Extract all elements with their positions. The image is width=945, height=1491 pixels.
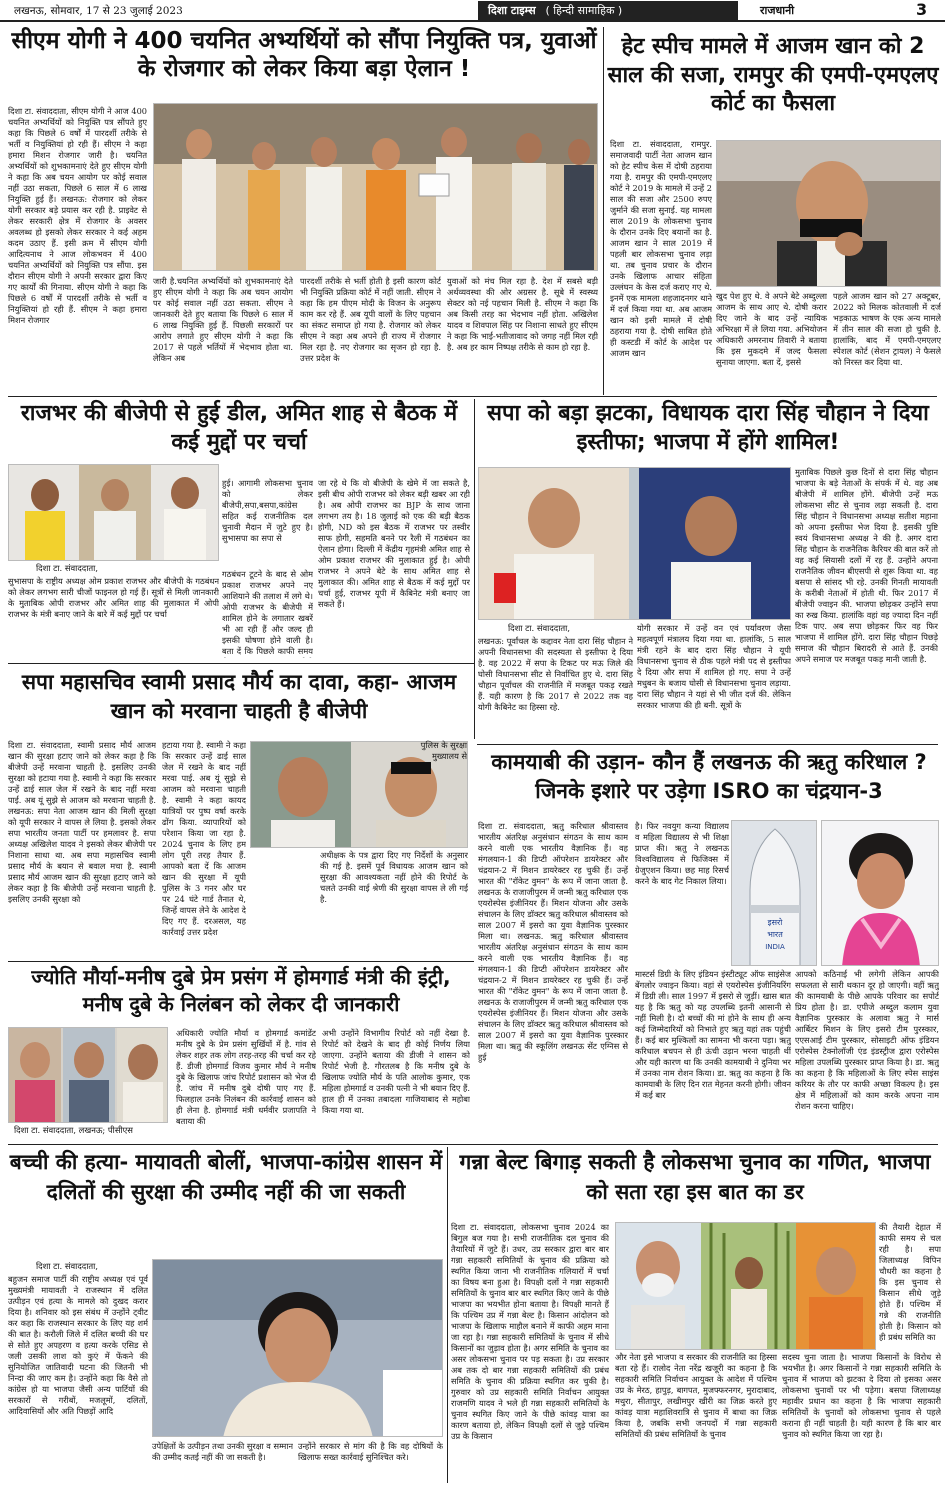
column-divider: [447, 1147, 448, 1483]
swami-col-2: हटाया गया है. स्वामी ने कहा कि सरकार उन्हें ढाई साल जेल में रखने के बाद नहीं मरवा पाई. अब यूं सुझे से आजम को मरवाना चाहती है. स्वामी ने कहा कायद यात्रियों पर पुष्प वर्षा करके ढोंग किया. व्यापारियों को परेशान किया जा रहा है. 2024 चुनाव के लिए हम लोग पूरी तरह तैयार हैं. आपको बता दें कि आजम खान की सुरक्षा में यूपी पुलिस के 3 गनर और घर पर 24 घंटे गार्ड तैनात थे, जिन्हें वापस लेने के आदेश दे दिए गए हैं. दरअसल, यह कार्रवाई उत्तर प्रदेश: [162, 740, 246, 937]
horizontal-rule: [8, 663, 474, 664]
photo-azam-khan: [716, 140, 941, 287]
mayawati-col-1: बहुजन समाज पार्टी की राष्ट्रीय अध्यक्ष एवं पूर्व मुख्यमंत्री मायावती ने राजस्थान में दलित उत्पीड़न एवं हत्या के मामले को दुखद करार दिया है। शनिवार को इस संबंध में उन्होंने ट्वीट कर कहा कि राजस्थान सरकार के लिए यह शर्म की बात है। करौली जिले में दलित बच्ची की घर से सोते हुए अपहरण व हत्या करके एसिड से जली उसकी लाश को कुएं में फेंकने की सुनियोजित जातिवादी घटना की जितनी भी निन्दा की जाए कम है। उन्होंने कहा कि वैसे तो कांग्रेस हो या भाजपा जैसी अन्य पार्टियों की सरकारों से गरीबों, मजलूमों, दलितों, आदिवासियों और अति पिछड़ों आदि: [8, 1274, 148, 1416]
sugarcane-col-3a: की तैयारी देहात में काफी समय से चल रही है। सपा जिलाध्यक्ष विपिन चौधरी का कहना है कि इस चुनाव से किसान सीधे जुड़े होते हैं। पश्चिम में गन्ने की राजनीति होती है। किसान को ही प्रबंध समिति का: [879, 1222, 941, 1342]
yogi-col-3: पारदर्शी तरीके से भर्ती होती है इसी कारण कोर्ट भी नियुक्ति प्रक्रिया कोर्ट में नहीं जाती. सीएम ने कहा कि हम पीएम मोदी के विजन के अनुरूप काम कर रहे हैं. अब यूपी वालों के लिए पहचान का संकट समाप्त हो गया है. रोजगार को लेकर सीएम ने कहा अब अपने ही राज्य में रोजगार मिल रहा है. नए रोजगार का सृजन हो रहा है. उत्तर प्रदेश के: [300, 276, 441, 363]
headline-mayawati: बच्ची की हत्या- मायावती बोलीं, भाजपा-कांग्रेस शासन में दलितों की सुरक्षा की उम्मीद नहीं की जा सकती: [9, 1150, 443, 1204]
rajbhar-col-2a: हुई। आगामी लोकसभा चुनाव को लेकर बीजेपी,सपा,बसपा,कांग्रेस सहित कई राजनीतिक दल चुनावी मैदान में जुटे हुए है। सुभासपा का सपा से: [222, 478, 313, 543]
mayawati-byline: दिशा टा. संवाददाता,: [36, 1261, 99, 1271]
swami-col-3: अधीक्षक के पत्र द्वारा दिए गए निर्देशों के अनुसार की गई है. इसमें पूर्व विधायक आजम खान को सुरक्षा की आवश्यकता नहीं होने की रिपोर्ट के चलते उनकी वाई श्रेणी की सुरक्षा वापस ले ली गई है.: [320, 850, 468, 904]
swami-col-1: दिशा टा. संवाददाता, स्वामी प्रसाद मौर्य आजम खान की सुरक्षा हटाए जाने को लेकर कहा है कि बीजेपी उन्हें मरवाना चाहती है. इसलिए उनकी सुरक्षा को हटाया गया है. स्वामी ने कहा कि सरकार उन्हें ढाई साल जेल में रखने के बाद नहीं मरवा पाई. अब यूं सुझे से आजम को मरवाना चाहती है. लखनऊ: सपा नेता आजम खान की मिली सुरक्षा को यूपी सरकार ने वापस ले लिया है. इसको लेकर सपा भारतीय जनता पार्टी पर हमलावर है. सपा अध्यक्ष अखिलेश यादव ने इसको लेकर बीजेपी पर निशाना साधा था. अब सपा महासचिव स्वामी प्रसाद मौर्य के बयान से बवाल मचा है. स्वामी प्रसाद मौर्य आजम खान की सुरक्षा हटाए जाने को लेकर कहा है कि बीजेपी उन्हें मरवाना चाहती है. इसलिए उनकी सुरक्षा को: [8, 740, 156, 904]
rajbhar-byline: दिशा टा. संवाददाता,: [36, 563, 99, 573]
mayawati-col-3: उन्होंने सरकार से मांग की है कि वह दोषियों के खिलाफ सख्त कार्रवाई सुनिश्चित करे।: [298, 1441, 443, 1462]
horizontal-rule: [8, 396, 937, 397]
yogi-col-2: जारी है.चयनित अभ्यर्थियों को शुभकामनाएं देते हुए सीएम योगी ने कहा कि अब चयन आयोग पर कोई सवाल नहीं उठा सकता. सीएम ने जानकारी देते हुए बताया कि पिछले 6 साल में 6 लाख नियुक्ति हुई हैं. पिछली सरकारों पर आरोप लगाते हुए सीएम योगी ने कहा कि 2017 से पहले भर्तियों में भेदभाव होता था. लेकिन अब: [153, 276, 293, 363]
photo-chandrayaan-rocket: [731, 820, 817, 966]
photo-jyoti-manish: [8, 1027, 168, 1123]
jyoti-col-2: अधिकारी ज्योति मौर्या व होमगार्ड कमांडेंट मनीष दुबे के प्रेम प्रसंग सुर्खियों में है. गांव से लेकर शहर तक लोग तरह-तरह की चर्चा कर रहे हैं. डीजी होमगार्ड विजय कुमार मौर्य ने मनीष दुबे के खिलाफ जांच रिपोर्ट प्रशासन को भेज दी है. जांच में मनीष दुबे दोषी पाए गए हैं. फिलहाल उनके निलंबन की कार्रवाई शासन को ही लेना है. होमगार्ड मंत्री धर्मवीर प्रजापति ने बताया की: [176, 1028, 316, 1126]
yogi-col-1: दिशा टा. संवाददाता, सीएम योगी ने आज 400 चयनित अभ्यर्थियों को नियुक्ति पत्र सौंपते हुए कहा कि पिछले 6 वर्षों में पारदर्शी तरीके से भर्ती व नियुक्तियां हो रही हैं। सीएम ने कहा हमारा मिशन रोजगार जारी है। चयनित अभ्यर्थियों को शुभकामनाएं देते हुए सीएम योगी ने कहा कि अब चयन आयोग पर कोई सवाल नहीं उठा सकता, पिछले 6 साल में 6 लाख नियुक्ति हुई हैं। लखनऊ: रोजगार को लेकर योगी सरकार बड़े प्रयास कर रही है. प्राइवेट से लेकर सरकारी क्षेत्र में रोजगार के अवसर अवलब्ध हो इसको लेकर सरकार ने कई अहम कदम उठाए हैं. इसी क्रम में सीएम योगी आदित्यनाथ ने आज लोकभवन में 400 चयनित अभ्यर्थियों को नियुक्ति पत्र सौंपा. इस दौरान सीएम योगी ने अपनी सरकार द्वारा किए गए कार्यों की गिनाया. सीएम योगी ने कहा कि पिछले 6 वर्षों में पारदर्शी तरीके से भर्ती व नियुक्तियां हो रही हैं. सीएम ने कहा हमारा मिशन रोजगार: [8, 106, 147, 325]
isro-sign: इसरो: [767, 918, 783, 927]
horizontal-rule: [477, 744, 938, 745]
masthead-box: [478, 1, 738, 20]
dara-col-2: योगी सरकार में उन्हें वन एवं पर्यावरण जैसा महत्वपूर्ण मंत्रालय दिया गया था. हालांकि, 5 साल मंत्री रहने के बाद दारा सिंह चौहान ने यूपी विधानसभा चुनाव से ठीक पहले मंत्री पद से इस्तीफा दे दिया और सपा में शामिल हो गए. सपा ने उन्हें मधुबन के बजाय घोसी से विधानसभा चुनाव लड़ाया. दारा सिंह चौहान ने यहां से भी जीत दर्ज की. लेकिन सरकार भाजपा की ही बनी. सूत्रों के: [637, 623, 791, 710]
masthead-edition: ( हिन्दी सामाहिक ): [545, 4, 623, 17]
header-date: लखनऊ, सोमवार, 17 से 23 जुलाई 2023: [14, 5, 183, 17]
swami-photo-caption: पुलिस के सुरक्षा मुख्यालय से: [420, 740, 467, 761]
sugarcane-col-3: सदस्य चुना जाता है। भाजपा किसानों के विरोध से भयभीत है। अगर किसानों ने गन्ना सहकारी समिति के चुनाव में भाजपा को झटका दे दिया तो इसका असर लोकसभा चुनावों पर भी पड़ेगा। बसपा जिलाध्यक्ष महावीर प्रधान का कहना है कि भाजपा सहकारी समितियों के चुनावों को लोकसभा चुनाव से पहले कराना ही नहीं चाहती है। यही कारण है कि बार बार चुनाव को स्थगित किया जा रहा है।: [782, 1352, 941, 1439]
azam-col-1: दिशा टा. संवाददाता, रामपुर. समाजवादी पार्टी नेता आजम खान को हेट स्पीच केस में दोषी ठहराया गया है. रामपुर की एमपी-एमएलए कोर्ट ने 2019 के मामले में उन्हें 2 साल की सजा और 2500 रुपए जुर्माने की सजा सुनाई. यह मामला साल 2019 के लोकसभा चुनाव के दौरान उनके दिए बयानों का है. आजम खान ने साल 2019 में पहली बार लोकसभा चुनाव लड़ा था. तब चुनाव प्रचार के दौरान उनके खिलाफ आचार संहिता उल्लंघन के केस दर्ज कराए गए थे. इनमें एक मामला शहजादनगर थाने में दर्ज किया गया था. अब आजम खान को इसी मामले में दोषी ठहराया गया है. दोषी साबित होते ही कस्टडी में कोर्ट के आदेश पर आजम खान: [610, 139, 712, 358]
photo-dara-singh: [478, 467, 791, 620]
headline-azam-hate-speech: हेट स्पीच मामले में आजम खान को 2 साल की सजा, रामपुर की एमपी-एमएलए कोर्ट का फैसला: [607, 34, 939, 117]
section-name: राजधानी: [760, 4, 795, 17]
page-header: [0, 0, 945, 22]
mayawati-col-2: उपेक्षितों के उत्पीड़न तथा उनकी सुरक्षा व सम्मान की उम्मीद कतई नहीं की जा सकती है।: [152, 1441, 293, 1462]
dara-byline: दिशा टा. संवाददाता,: [508, 623, 571, 633]
ritu-col-2: मास्टर्स डिग्री के लिए इंडियन इंस्टीट्यूट ऑफ साइंसेज बेंगलोर ज्वाइन किया। वहां से एयरोस्पेस इंजीनियरिंग में डिग्री ली। साल 1997 में इसरो से जुड़ीं। खास बात यह है कि ऋतु को यह उपलब्धि इतनी आसानी से नहीं मिली है। दो बच्चों की मां होने के साथ ही अन्य कई जिम्मेदारियों को निभाते हुए ऋतु यहां तक पहुंची हैं। कई बार मुश्किलों का सामना भी करना पड़ा। ऋतु करिधाल बचपन से ही ऊंची उड़ान भरना चाहती थीं और यही कारण था कि उनकी कामयाबी ने दुनिया भर में उनका नाम रोशन किया। डा. ऋतु का कहना है कि कामयाबी के लिए दिन रात मेहनत करनी होगी। जीवन में कई बार: [635, 969, 791, 1100]
photo-ritu-karidhal: [821, 820, 939, 966]
ritu-col-2a: है। फिर नवयुग कन्या विद्यालय व महिला विद्यालय से भी शिक्षा प्राप्त की। ऋतु ने लखनऊ विश्वविद्यालय से फिजिक्स में ग्रेजुएशन किया। छह माह रिसर्च करने के बाद गेट निकाल लिया।: [635, 821, 729, 886]
headline-jyoti-maurya: ज्योति मौर्या-मनीष दुबे प्रेम प्रसंग में होमगार्ड मंत्री की इंट्री, मनीष दुबे के निलंबन को लेकर दी जानकारी: [31, 965, 451, 1017]
jyoti-col-3: अभी उन्होंने विभागीय रिपोर्ट को नहीं देखा है. रिपोर्ट को देखने के बाद ही कोई निर्णय लिया जाएगा. उन्होंने बताया की डीजी ने शासन को रिपोर्ट भेजी है. गौरतलब है कि मनीष दुबे के खिलाफ ज्योति मौर्य के पति आलोक कुमार, एक महिला होमगार्ड व उनकी पत्नी ने भी बयान दिए हैं. हाल ही में उनका तबादला गाजियाबाद से महोबा किया गया था.: [322, 1028, 470, 1115]
azam-col-3: पहले आजम खान को 27 अक्टूबर, 2022 को मिलक कोतवाली में दर्ज भड़काऊ भाषण के एक अन्य मामले में तीन साल की सजा हो चुकी है. हालांकि, बाद में एमपी-एमएलए स्पेशल कोर्ट (सेशन ट्रायल) ने फैसले को निरस्त कर दिया था.: [833, 291, 941, 367]
horizontal-rule: [8, 961, 474, 962]
rajbhar-col-2: गठबंधन टूटने के बाद से ओम प्रकाश राजभर अपने नए आशियाने की तलाश में लगे थे। ओपी राजभर के बीजेपी में शामिल होने के लगातार खबरें भी आ रही हैं और जल्द ही इसकी घोषणा होने वाली है। बता दें कि पिछले काफी समय: [222, 569, 313, 656]
column-divider: [474, 399, 475, 739]
sugarcane-col-1: दिशा टा. संवाददाता, लोकसभा चुनाव 2024 का बिगुल बज गया है। सभी राजनीतिक दल चुनाव की तैयारियों में जुटे हैं। उधर, उप्र सरकार द्वारा बार बार गन्ना सहकारी समितियों के चुनाव की प्रक्रिया को स्थगित किया जाना भी राजनीतिक गलियारों में चर्चा का विषय बना हुआ है। विपक्षी दलों ने गन्ना सहकारी समितियों के चुनाव बार बार स्थगित किए जाने के पीछे भाजपा का भयभीत होना बताया है। विपक्षी मानते हैं कि पश्चिम उप्र में गन्ना बेल्ट है। किसान आंदोलन को भाजपा के खिलाफ माहौल बनाने में काफी अहम माना जा रहा है। गन्ना सहकारी समितियों के चुनाव में सीधे किसानों का जुड़ाव होता है। अगर समिति के चुनाव का असर लोकसभा चुनाव पर पड़ सकता है। उप्र सरकार अब तक दो बार गन्ना सहकारी समितियों की प्रबंध समिति के चुनाव की प्रक्रिया स्थगित कर चुकी है। गुरुवार को उप्र सहकारी समिति निर्वाचन आयुक्त राजमणि यादव ने भले ही गन्ना सहकारी समितियों के चुनाव स्थगित किए जाने के पीछे कांवड़ यात्रा का कारण बताया हो, लेकिन विपक्षी दलों से जुड़े पश्चिम उप्र के किसान: [451, 1222, 609, 1441]
ritu-col-3: आपको कठिनाई भी लगेगी लेकिन आपकी सफलता से सारी थकान दूर हो जाएगी। वहीं ऋतु की कामयाबी के पीछे आपके परिवार का सपोर्ट प्रिय होता है। डा. एपीजे अब्दुल कलाम युवा वैज्ञानिक पुरस्कार के अलावा ऋतु ने मार्स आर्बिटर मिशन के लिए इसरो टीम पुरस्कार, एएसआई टीम पुरस्कार, सोसाइटी ऑफ इंडियन एरोस्पेस टेक्नोलॉजी एंड इंडस्ट्रीज द्वारा एरोस्पेस महिला उपलब्धि पुरस्कार प्राप्त किया है। डा. ऋतु का कहना है कि महिलाओं के लिए स्पेस साइंस करियर के तौर पर काफी अच्छा विकल्प है। इस क्षेत्र में महिलाओं को काम करके अपना नाम रोशन करना चाहिए।: [795, 969, 939, 1111]
photo-mayawati: [152, 1259, 443, 1437]
headline-dara-singh: सपा को बड़ा झटका, विधायक दारा सिंह चौहान ने दिया इस्तीफा; भाजपा में होंगे शामिल!: [487, 401, 929, 456]
dara-col-1: लखनऊ: पूर्वांचल के कद्दावर नेता दारा सिंह चौहान ने अपनी विधानसभा की सदस्यता से इस्तीफा दे दिया है. वह 2022 में सपा के टिकट पर मऊ जिले की घोसी विधानसभा सीट से निर्वाचित हुए थे. दारा सिंह चौहान पूर्वांचल की राजनीति में मजबूत पकड़ रखते हैं. यही कारण है कि 2017 से 2022 तक वह योगी कैबिनेट का हिस्सा रहे.: [478, 636, 633, 712]
isro-country: भारत: [767, 930, 783, 939]
headline-swami-prasad: सपा महासचिव स्वामी प्रसाद मौर्य का दावा, कहा- आजम खान को मरवाना चाहती है बीजेपी: [21, 670, 457, 723]
photo-rajbhar-shah: [8, 464, 219, 561]
headline-rajbhar: राजभर की बीजेपी से हुई डील, अमित शाह से बैठक में कई मुद्दों पर चर्चा: [20, 401, 458, 456]
dara-col-3: मुताबिक पिछले कुछ दिनों से दारा सिंह चौहान भाजपा के बड़े नेताओं के संपर्क में थे. वह अब बीजेपी में शामिल होंगे. बीजेपी उन्हें मऊ लोकसभा सीट से चुनाव लड़ा सकती है. दारा सिंह चौहान ने विधानसभा अध्यक्ष सतीश महाना को अपना इस्तीफा भेज दिया है. इसकी पुष्टि स्वयं विधानसभा अध्यक्ष ने की है. अगर दारा सिंह चौहान के राजनैतिक कैरियर की बात करें तो वह कई सियासी दलों में रह हैं. उन्होंने अपना राजनैतिक जीवन बीएसपी से शुरू किया था. वह बसपा से सांसद भी रहे. उनकी गिनती मायावती के करीबी नेताओं में होती थी. फिर 2017 में बीजेपी ज्वाइन की. भाजपा छोड़कर उन्होंने सपा का रुख किया. हालांकि वहां वह ज्यादा दिन नहीं टिक पाए. अब सपा छोड़कर फिर वह फिर भाजपा में शामिल होंगे. दारा सिंह चौहान पिछड़े समाज की चौहान बिरादरी से आते हैं. उनकी अपने समाज पर मजबूत पकड़ मानी जाती है.: [795, 467, 938, 664]
yogi-col-4: युवाओं को मंच मिल रहा है. देश में सबसे बड़ी अर्थव्यवस्था की ओर अग्रसर है. सूबे में स्वस्थ्य सेक्टर को नई पहचान मिली है. सीएम ने कहा कि अब किसी तरह का भेदभाव नहीं होता. अखिलेश यादव व शिवपाल सिंह पर निशाना साधते हुए सीएम ने कहा कि भाई-भतीजावाद को जगह नहीं मिल रही है. अब हर काम निष्पक्ष तरीके से काम हो रहा है.: [447, 276, 598, 352]
isro-india: INDIA: [765, 943, 785, 951]
headline-yogi: सीएम योगी ने 400 चयनित अभ्यर्थियों को सौंपा नियुक्ति पत्र, युवाओं के रोजगार को लेकर किया बड़ा ऐलान !: [11, 28, 597, 83]
rajbhar-col-1: सुभासपा के राष्ट्रीय अध्यक्ष ओम प्रकाश राजभर और बीजेपी के गठबंधन को लेकर लगभग सारी चीजों फाइनल हो गई हैं। सूत्रों से मिली जानकारी के मुताबिक ओपी राजभर और अमित शाह की मुलाकात में ओपी राजभर के मंत्री बनाए जाने के बारे में कई मुद्दों पर चर्चा: [8, 576, 219, 619]
masthead-title: दिशा टाइम्स: [488, 4, 536, 17]
horizontal-rule: [8, 1144, 938, 1145]
headline-ritu-karidhal: कामयाबी की उड़ान- कौन हैं लखनऊ की ऋतु करिधाल ? जिनके इशारे पर उड़ेगा ISRO का चंद्रयान-3: [491, 750, 927, 803]
rajbhar-col-3: जा रहे थे कि वो बीजेपी के खेमे में जा सकते है, इसी बीच ओपी राजभर को लेकर बड़ी खबर आ रही है। अब ओपी राजभर का BJP के साथ जाना लगभग तय है। 18 जुलाई को एक की बड़ी बैठक होगी, ND को इस बैठक में राजभर पर तस्वीर साफ होगी, सहमति बनने पर रैली में गठबंधन का ऐलान होगा। दिल्ली में केंद्रीय गृहमंत्री अमित शाह से ओम प्रकाश राजभर की मुलाकात हुई है। ओपी राजभर ने अपने बेटे के साथ अमित शाह से मुलाकात की। अमित शाह से बैठक में कई मुद्दों पर चर्चा हुई, राजभर यूपी में कैबिनेट मंत्री बनाए जा सकते हैं।: [318, 478, 470, 609]
headline-sugarcane-belt: गन्ना बेल्ट बिगाड़ सकती है लोकसभा चुनाव का गणित, भाजपा को सता रहा इस बात का डर: [459, 1150, 931, 1204]
photo-yogi-appointment: [153, 103, 598, 271]
page-number: 3: [916, 0, 928, 19]
azam-col-2: खुद पेश हुए थे. वे अपने बेटे अब्दुल्ला आजम के साथ आए थे. दोषी करार दिए जाने के बाद उन्हें न्यायिक अभिरक्षा में ले लिया गया. अभियोजन अधिकारी अमरनाथ तिवारी ने बताया कि इस मुकदमे में जल्द फैसला सुनाया जाएगा. बता दें, इससे: [716, 291, 827, 367]
sugarcane-col-2: और नेता इसे भाजपा व सरकार की राजनीति का हिस्सा बता रहे हैं। रालोद नेता नरेंद्र खजूरी का कहना है कि सहकारी समिति निर्वाचन आयुक्त के आदेश में पश्चिम उप्र के मेरठ, हापुड़, बागपत, मुजफ्फरनगर, मुरादाबाद, मथुरा, सीतापुर, लखीमपुर खीरी का जिक्र करते हुए कांवड़ यात्रा महाशिवरात्रि से चुनाव में बाधा का जिक्र किया है, जबकि सभी जनपदों में गन्ना सहकारी समितियों की प्रबंध समितियों के चुनाव: [615, 1352, 777, 1439]
jyoti-byline: दिशा टा. संवाददाता, लखनऊ; पीसीएस: [14, 1125, 133, 1135]
column-divider: [603, 27, 604, 395]
photo-modi-farmer-yogi: [615, 1222, 876, 1350]
ritu-col-1: दिशा टा. संवाददाता, ऋतु करिधाल श्रीवास्तव भारतीय अंतरिक्ष अनुसंधान संगठन के साथ काम करने वाली एक भारतीय वैज्ञानिक हैं। वह मंगलयान-1 की डिप्टी ऑपरेशन डायरेक्टर और चंद्रयान-2 में मिशन डायरेक्टर रह चुकी हैं। उन्हें भारत की "रॉकेट वुमन" के रूप में जाना जाता है. लखनऊ के राजाजीपुरम में जन्मी ऋतु करिधाल एक एयरोस्पेस इंजीनियर हैं। मिशन योजना और उसके संचालन के लिए डॉक्टर ऋतु करिधाल श्रीवास्तव को साल 2007 में इसरो का युवा वैज्ञानिक पुरस्कार मिला था। लखनऊ. ऋतु करिधाल श्रीवास्तव भारतीय अंतरिक्ष अनुसंधान संगठन के साथ काम करने वाली एक भारतीय वैज्ञानिक हैं। वह मंगलयान-1 की डिप्टी ऑपरेशन डायरेक्टर और चंद्रयान-2 में मिशन डायरेक्टर रह चुकी हैं। उन्हें भारत की "रॉकेट वुमन" के रूप में जाना जाता है. लखनऊ के राजाजीपुरम में जन्मी ऋतु करिधाल एक एयरोस्पेस इंजीनियर हैं। मिशन योजना और उसके संचालन के लिए डॉक्टर ऋतु करिधाल श्रीवास्तव को साल 2007 में इसरो का युवा वैज्ञानिक पुरस्कार मिला था। ऋतु की स्कूलिंग लखनऊ सेंट एग्निस से हुई: [478, 821, 628, 1062]
